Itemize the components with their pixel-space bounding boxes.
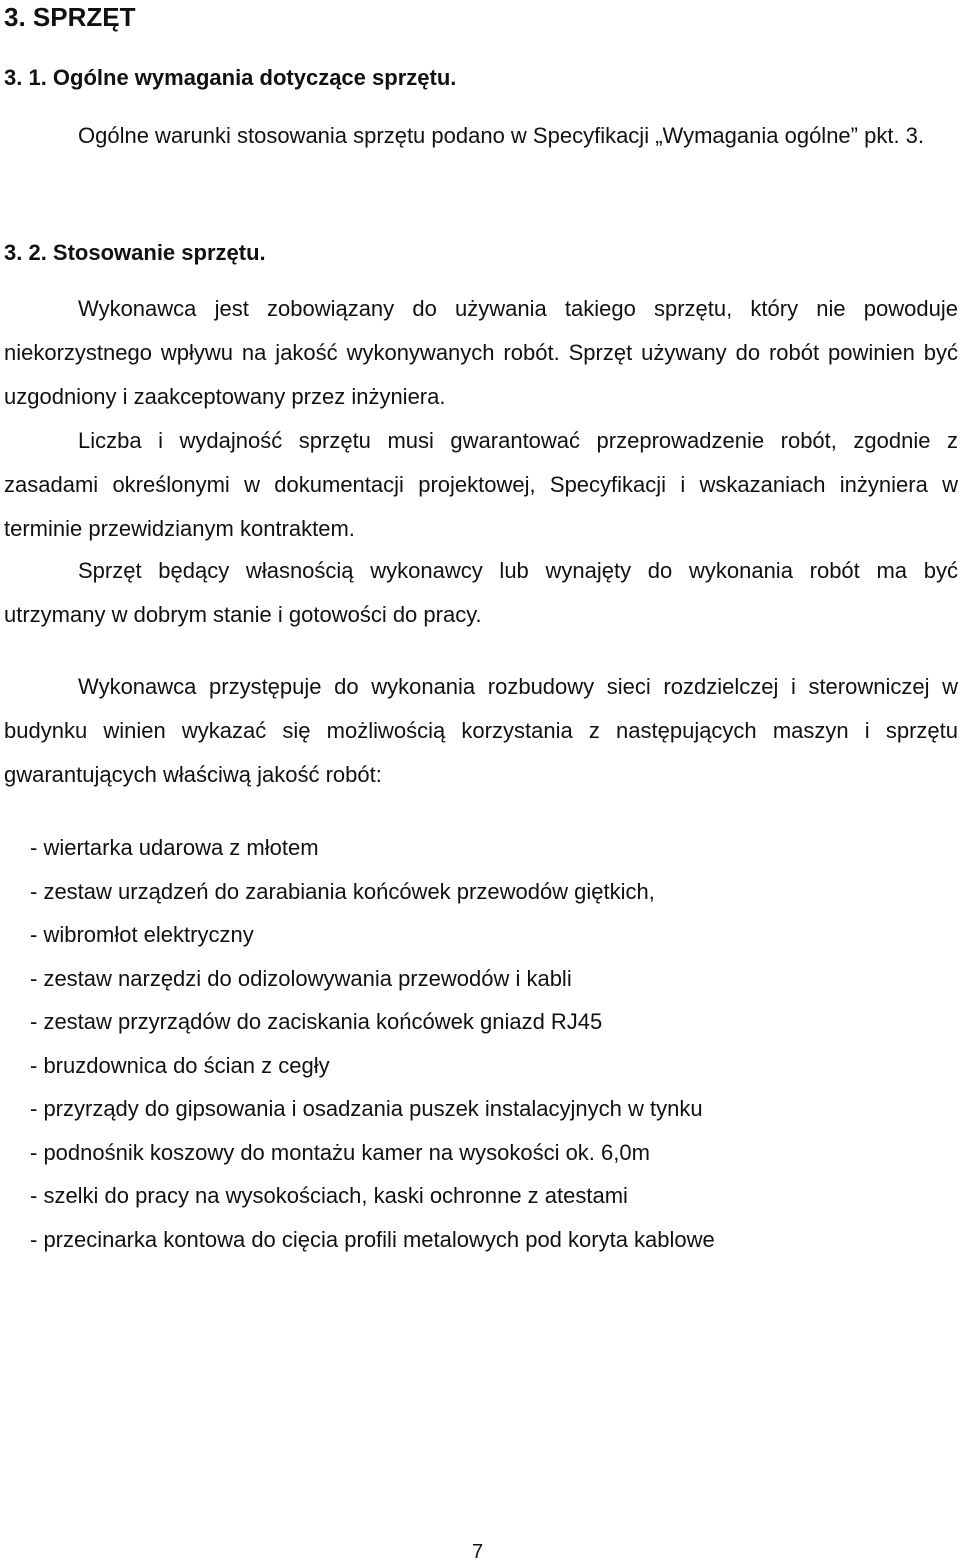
list-item: - zestaw urządzeń do zarabiania końcówek przewodów giętkich,: [30, 878, 655, 904]
list-item: - przecinarka kontowa do cięcia profili metalowych pod koryta kablowe: [30, 1226, 715, 1252]
list-item: - zestaw przyrządów do zaciskania końcówek gniazd RJ45: [30, 1009, 603, 1034]
list-item: - przyrządy do gipsowania i osadzania puszek instalacyjnych w tynku: [30, 1096, 703, 1121]
equipment-list: [30, 826, 715, 1261]
page-number: 7: [472, 1541, 484, 1563]
paragraph-equipment-maintenance: Sprzęt będący własnością wykonawcy lub wynajęty do wykonania robót ma być utrzymany w dobrym stanie i gotowości do pracy.: [4, 558, 958, 627]
paragraph-required-machinery: Wykonawca przystępuje do wykonania rozbudowy sieci rozdzielczej i sterowniczej w budynku winien wykazać się możliwością korzystania z następujących maszyn i sprzętu gwarantujących właściwą jakość robót:: [4, 674, 958, 787]
list-item: - szelki do pracy na wysokościach, kaski ochronne z atestami: [30, 1183, 628, 1208]
subsection-heading-equipment-use: 3. 2. Stosowanie sprzętu.: [4, 240, 266, 265]
list-item: - wibromłot elektryczny: [30, 922, 254, 947]
paragraph-general-conditions: Ogólne warunki stosowania sprzętu podano w Specyfikacji „Wymagania ogólne” pkt. 3.: [78, 123, 925, 148]
list-item: - zestaw narzędzi do odizolowywania przewodów i kabli: [30, 965, 572, 991]
subsection-heading-general-requirements: 3. 1. Ogólne wymagania dotyczące sprzętu.: [4, 65, 457, 90]
list-item: - wiertarka udarowa z młotem: [30, 835, 319, 860]
section-heading: 3. SPRZĘT: [4, 2, 136, 32]
paragraph-contractor-obligation: Wykonawca jest zobowiązany do używania takiego sprzętu, który nie powoduje niekorzystnego wpływu na jakość wykonywanych robót. Sprzęt używany do robót powinien być uzgodniony i zaakceptowany przez inżyniera.: [4, 296, 958, 409]
list-item: - bruzdownica do ścian z cegły: [30, 1052, 330, 1078]
list-item: - podnośnik koszowy do montażu kamer na wysokości ok. 6,0m: [30, 1139, 650, 1165]
paragraph-equipment-capacity: Liczba i wydajność sprzętu musi gwarantować przeprowadzenie robót, zgodnie z zasadami określonymi w dokumentacji projektowej, Specyfikacji i wskazaniach inżyniera w terminie przewidzianym kontraktem.: [4, 428, 958, 541]
